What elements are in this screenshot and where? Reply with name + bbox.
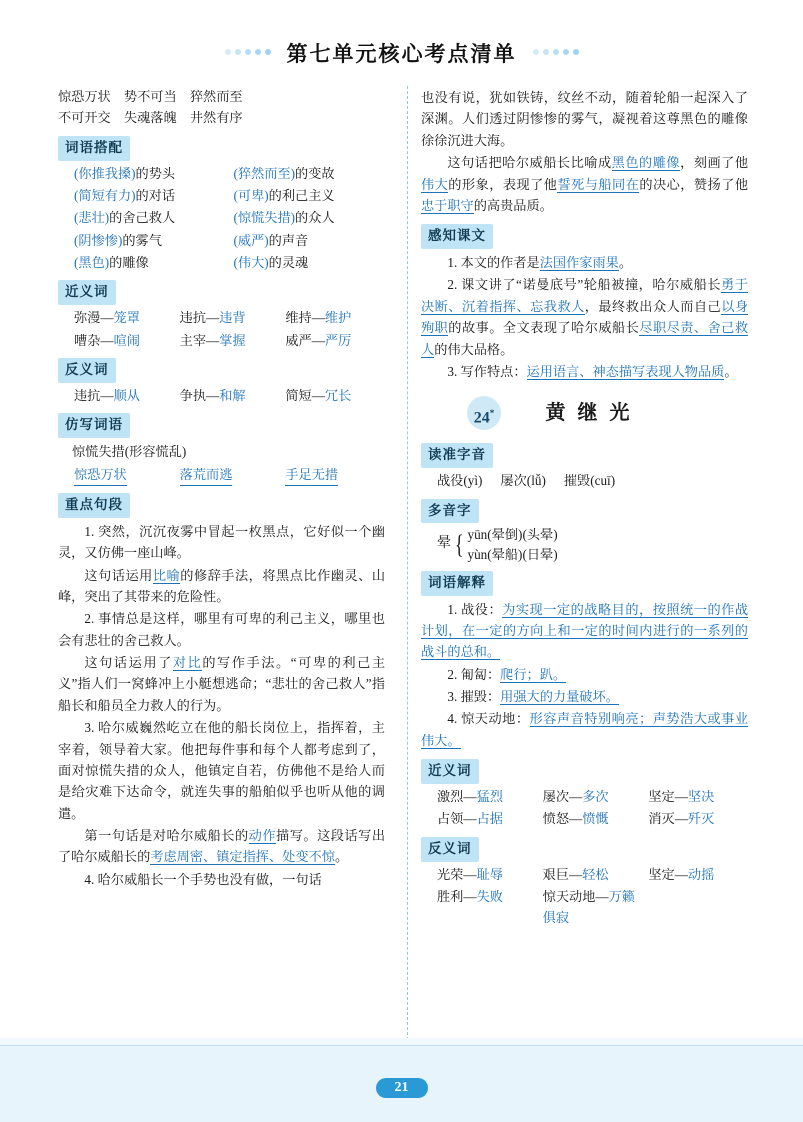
definitions-body (421, 599, 748, 752)
body-text: 的伟大品格。 (434, 341, 514, 357)
synonym-source: 违抗— (179, 310, 220, 326)
page-title: 第七单元核心考点清单 (286, 42, 517, 66)
synonym-item (437, 786, 537, 807)
antonym-target: 冗长 (324, 387, 352, 403)
underlined-key-text: 雨果 (592, 255, 619, 271)
antonym-item (180, 385, 280, 406)
body-text: 这句话运用了 (84, 655, 173, 671)
polyphone-row (467, 545, 557, 564)
body-text: 4. 惊天动地： (447, 711, 530, 727)
synonym-item (180, 307, 280, 328)
synonym-source: 消灭— (648, 811, 688, 827)
synonym-target: 喧闹 (113, 332, 140, 348)
body-text: 描写。这段话写出了哈尔威船长的 (58, 828, 386, 865)
underlined-key-text: 对比 (172, 655, 203, 671)
synonym-target: 维护 (324, 310, 352, 326)
paragraph (421, 708, 748, 751)
paragraph: 1. 突然，沉沉夜雾中冒起一枚黑点，它好似一个幽灵，又仿佛一座山峰。 (58, 523, 385, 561)
imitation-word: 惊恐万状 (74, 464, 127, 486)
section-key-sentences-label: 重点句段 (58, 493, 130, 518)
body-text: 。 (618, 255, 633, 271)
body-text: 4. 哈尔威船长一个手势也没有做，一句话 (84, 871, 322, 887)
paragraph (58, 717, 385, 824)
page-number (0, 1078, 803, 1098)
antonym-target: 和解 (219, 387, 246, 403)
collocation-item (74, 163, 226, 184)
body-text: 1. 本文的作者是 (447, 255, 540, 271)
synonym-source: 主宰— (179, 332, 220, 348)
body-text: 2. 事情总是这样，哪里有可卑的利己主义，哪里也会有悲壮的舍己救人。 (58, 611, 385, 648)
section-perception-label: 感知课文 (421, 224, 493, 249)
collocation-modifier: (你推我搡) (74, 165, 136, 181)
collocation-grid (74, 163, 385, 274)
underlined-key-text: 伟大 (421, 176, 449, 192)
polyphone-row (467, 525, 557, 544)
imitation-grid (74, 464, 385, 486)
synonym-target: 猛烈 (476, 789, 503, 805)
chapter-number (467, 396, 501, 430)
underlined-key-text: 以身殉职 (421, 298, 749, 336)
body-text: 1. 战役： (447, 601, 503, 617)
pronounce-pinyin: (lǚ) (526, 473, 546, 489)
underlined-key-text: 为实现一定的战略目的，按照统一的作战计划，在一定的方向上和一定的时间内进行的一系列的战斗的总和。 (421, 601, 749, 660)
key-sentences-body (58, 521, 385, 890)
underlined-key-text: 用强大的力量破坏。 (500, 689, 619, 705)
synonym-item (437, 808, 537, 829)
body-text: 2. 课文讲了“诺曼底号”轮船被撞，哈尔威船长 (447, 277, 722, 293)
collocation-modifier: (伟大) (233, 255, 269, 271)
word-line-2: 不可开交 失魂落魄 井然有序 (58, 110, 243, 126)
paragraph (421, 686, 748, 707)
paragraph (421, 252, 748, 273)
collocation-modifier: (可卑) (233, 187, 269, 203)
collocation-modifier: (简短有力) (74, 187, 136, 203)
collocation-noun: 的灵魂 (268, 255, 309, 271)
antonym-target: 失败 (476, 889, 503, 905)
antonym-target: 顺从 (113, 387, 140, 403)
paragraph (58, 608, 385, 651)
antonym-target: 动摇 (687, 866, 715, 882)
collocation-modifier: (阴惨惨) (74, 232, 123, 248)
antonym-item (543, 886, 643, 929)
section-polyphone-label: 多音字 (421, 499, 479, 524)
body-text: 的写作手法。“可卑的利己主义”指人们一窝蜂冲上小艇想逃命；“悲壮的舍己救人”指船长和船员全力救人的行为。 (58, 655, 386, 713)
synonym-target: 掌握 (219, 332, 246, 348)
collocation-noun: 的雾气 (122, 232, 162, 248)
body-text: 3. 哈尔威巍然屹立在他的船长岗位上，指挥着，主宰着，领导着大家。他把每件事和每个人都考虑到了，面对惊慌失措的众人，他镇定自若，仿佛他不是给人而是给灾难下达命令，就连失事的船舶似乎也听从他的调遣。 (58, 720, 385, 821)
synonym-item (180, 330, 280, 351)
synonyms-grid-right (437, 786, 748, 830)
antonym-target: 轻松 (582, 866, 609, 882)
collocation-noun: 的雕像 (109, 255, 149, 271)
synonym-item (285, 330, 385, 351)
polyphone-pinyin: yūn (467, 527, 488, 543)
underlined-key-text: 尽职尽责、舍己救人 (421, 320, 749, 357)
collocation-noun: 的对话 (135, 187, 176, 203)
section-antonyms-label-right: 反义词 (421, 837, 479, 862)
synonym-source: 弥漫— (74, 310, 114, 326)
chapter-star: * (489, 408, 495, 419)
antonym-item (648, 864, 748, 885)
collocation-item (234, 185, 386, 206)
imitation-cell (180, 464, 280, 486)
collocation-item (234, 163, 386, 184)
collocation-noun: 的利己主义 (268, 187, 335, 203)
chapter-heading (421, 396, 748, 430)
antonym-source: 违抗— (74, 387, 114, 403)
synonym-target: 占据 (476, 811, 503, 827)
underlined-key-text: 形容声音特别响亮；声势浩大或事业伟大。 (421, 711, 749, 748)
pronounce-pinyin: (yì) (463, 473, 483, 489)
page-number-badge: 21 (376, 1078, 428, 1098)
right-column (399, 86, 748, 1046)
body-text: 的高贵品质。 (473, 197, 553, 213)
word-line-1: 惊恐万状 势不可当 猝然而至 (58, 89, 243, 104)
antonym-source: 惊天动地— (542, 889, 609, 905)
collocation-item (74, 252, 226, 273)
synonym-target: 多次 (582, 789, 609, 805)
synonym-target: 坚决 (687, 789, 715, 805)
synonym-item (74, 307, 174, 328)
antonym-source: 光荣— (437, 866, 477, 882)
antonym-item (74, 385, 174, 406)
paragraph (421, 274, 748, 360)
synonym-source: 嘈杂— (74, 332, 114, 348)
body-text: ，最终救出众人而自己 (584, 298, 722, 314)
body-text: ，刻画了他 (680, 155, 749, 171)
body-text: 也没有说，犹如铁铸，纹丝不动，随着轮船一起深入了深渊。人们透过阴惨惨的雾气，凝视着这尊黑色的雕像徐徐沉进大海。 (421, 90, 748, 148)
polyphone-example: (头晕) (522, 527, 558, 543)
paragraph (421, 152, 748, 216)
body-text: 。 (724, 363, 738, 379)
collocation-noun: 的舍己救人 (109, 210, 176, 226)
content-columns (58, 86, 748, 1046)
collocation-item (234, 230, 386, 251)
underlined-key-text: 忠于职守 (421, 197, 474, 213)
collocation-noun: 的声音 (268, 232, 309, 248)
imitation-word: 落荒而逃 (180, 464, 233, 486)
page-header (0, 38, 803, 68)
underlined-key-text: 勇于决断、沉着指挥、忘我救人 (421, 277, 748, 314)
synonym-source: 威严— (285, 332, 325, 348)
imitation-word: 手足无措 (285, 464, 338, 486)
collocation-modifier: (猝然而至) (233, 165, 296, 181)
collocation-modifier: (惊慌失措) (233, 210, 296, 226)
antonym-source: 坚定— (648, 866, 688, 882)
synonym-source: 占领— (437, 811, 477, 827)
polyphone-pinyin: yùn (467, 546, 488, 562)
antonym-item (437, 886, 537, 929)
synonym-item (543, 808, 643, 829)
chapter-title: 黄继光 (545, 402, 642, 425)
synonyms-grid-left (74, 307, 385, 351)
brace-icon: { (454, 529, 464, 559)
synonym-source: 屡次— (542, 789, 583, 805)
polyphone-lines (467, 525, 557, 563)
antonym-target: 万籁俱寂 (542, 889, 635, 926)
collocation-noun: 的变故 (295, 165, 335, 181)
polyphone-block (437, 525, 748, 563)
paragraph (421, 599, 748, 663)
section-pronounce-label: 读准字音 (421, 443, 493, 468)
paragraph (421, 361, 748, 382)
synonym-source: 坚定— (648, 789, 688, 805)
header-dots-left (223, 42, 273, 60)
antonym-target: 耻辱 (476, 866, 503, 882)
polyphone-example: (晕船) (487, 546, 523, 562)
polyphone-example: (日晕) (522, 546, 558, 562)
collocation-item (74, 230, 226, 251)
synonym-source: 愤怒— (542, 811, 583, 827)
chapter-number-text: 24 (473, 409, 490, 427)
continued-paragraphs (421, 87, 748, 216)
body-text: 。 (334, 849, 349, 865)
body-text: 的故事。全文表现了哈尔威船长 (448, 320, 640, 336)
synonym-item (74, 330, 174, 351)
synonym-source: 激烈— (437, 789, 477, 805)
collocation-item (74, 207, 226, 228)
underlined-key-text: 法国作家 (539, 255, 593, 271)
underlined-key-text: 誓死与船同在 (557, 176, 640, 192)
body-text: 这句话运用 (84, 567, 153, 583)
section-collocation-label: 词语搭配 (58, 136, 130, 161)
synonym-target: 愤慨 (582, 811, 609, 827)
body-text: 3. 摧毁： (447, 689, 501, 705)
underlined-key-text: 黑色的雕像 (611, 155, 681, 171)
underlined-key-text: 运用语言、神态描写表现人物品质 (526, 363, 725, 379)
antonyms-grid-left (74, 385, 385, 406)
perception-body (421, 252, 748, 382)
polyphone-char: 晕 (437, 536, 451, 552)
pronounce-word: 屡次 (500, 473, 527, 489)
pronounce-word: 战役 (437, 473, 464, 489)
section-antonyms-label: 反义词 (58, 358, 116, 383)
synonym-item (543, 786, 643, 807)
underlined-key-text: 考虑周密、镇定指挥、处变不惊 (150, 849, 335, 865)
collocation-item (234, 207, 386, 228)
synonym-target: 违背 (219, 310, 246, 326)
underlined-key-text: 比喻 (152, 567, 181, 583)
synonym-target: 歼灭 (687, 811, 715, 827)
body-text: 的形象，表现了他 (448, 176, 558, 192)
body-text: 这句话把哈尔威船长比喻成 (447, 155, 612, 171)
collocation-item (74, 185, 226, 206)
section-definitions-label: 词语解释 (421, 571, 493, 596)
pronounce-word: 摧毁 (563, 473, 591, 489)
underlined-key-text: 动作 (248, 828, 277, 844)
pronounce-row (437, 470, 748, 491)
imitation-seed: 惊慌失措(形容慌乱) (72, 444, 187, 460)
synonym-source: 维持— (285, 310, 325, 326)
section-imitation-label: 仿写词语 (58, 413, 130, 438)
imitation-cell (285, 464, 385, 486)
collocation-modifier: (威严) (233, 232, 269, 248)
body-text: 2. 匍匐： (447, 666, 501, 682)
synonym-target: 笼罩 (113, 310, 140, 326)
paragraph (58, 869, 385, 890)
antonym-item (285, 385, 385, 406)
header-dots-right (531, 42, 581, 60)
imitation-cell (74, 464, 174, 486)
section-synonyms-label: 近义词 (58, 280, 116, 305)
antonym-item (543, 864, 643, 885)
antonym-source: 争执— (179, 387, 220, 403)
body-text: 的修辞手法，将黑点比作幽灵、山峰，突出了其带来的危险性。 (58, 567, 386, 604)
section-synonyms-label-right: 近义词 (421, 759, 479, 784)
antonym-source: 胜利— (437, 889, 477, 905)
body-text: 的决心，赞扬了他 (639, 176, 749, 192)
paragraph (421, 664, 748, 685)
collocation-noun: 的众人 (295, 210, 335, 226)
synonym-item (285, 307, 385, 328)
synonym-item (648, 786, 748, 807)
antonym-source: 简短— (285, 387, 325, 403)
pronounce-pinyin: (cuī) (590, 473, 616, 489)
paragraph (58, 652, 385, 716)
collocation-item (234, 252, 386, 273)
collocation-modifier: (悲壮) (74, 210, 110, 226)
synonym-target: 严厉 (324, 332, 352, 348)
antonyms-grid-right (437, 864, 748, 929)
underlined-key-text: 爬行；趴。 (500, 666, 567, 682)
synonym-item (648, 808, 748, 829)
antonym-source: 艰巨— (542, 866, 583, 882)
left-column (58, 86, 399, 1046)
collocation-noun: 的势头 (135, 165, 176, 181)
body-text: 3. 写作特点： (447, 363, 527, 379)
paragraph (58, 825, 385, 868)
paragraph (58, 565, 385, 608)
polyphone-example: (晕倒) (487, 527, 523, 543)
antonym-item (437, 864, 537, 885)
body-text: 第一句话是对哈尔威船长的 (84, 828, 249, 844)
collocation-modifier: (黑色) (74, 255, 110, 271)
paragraph (421, 87, 748, 151)
